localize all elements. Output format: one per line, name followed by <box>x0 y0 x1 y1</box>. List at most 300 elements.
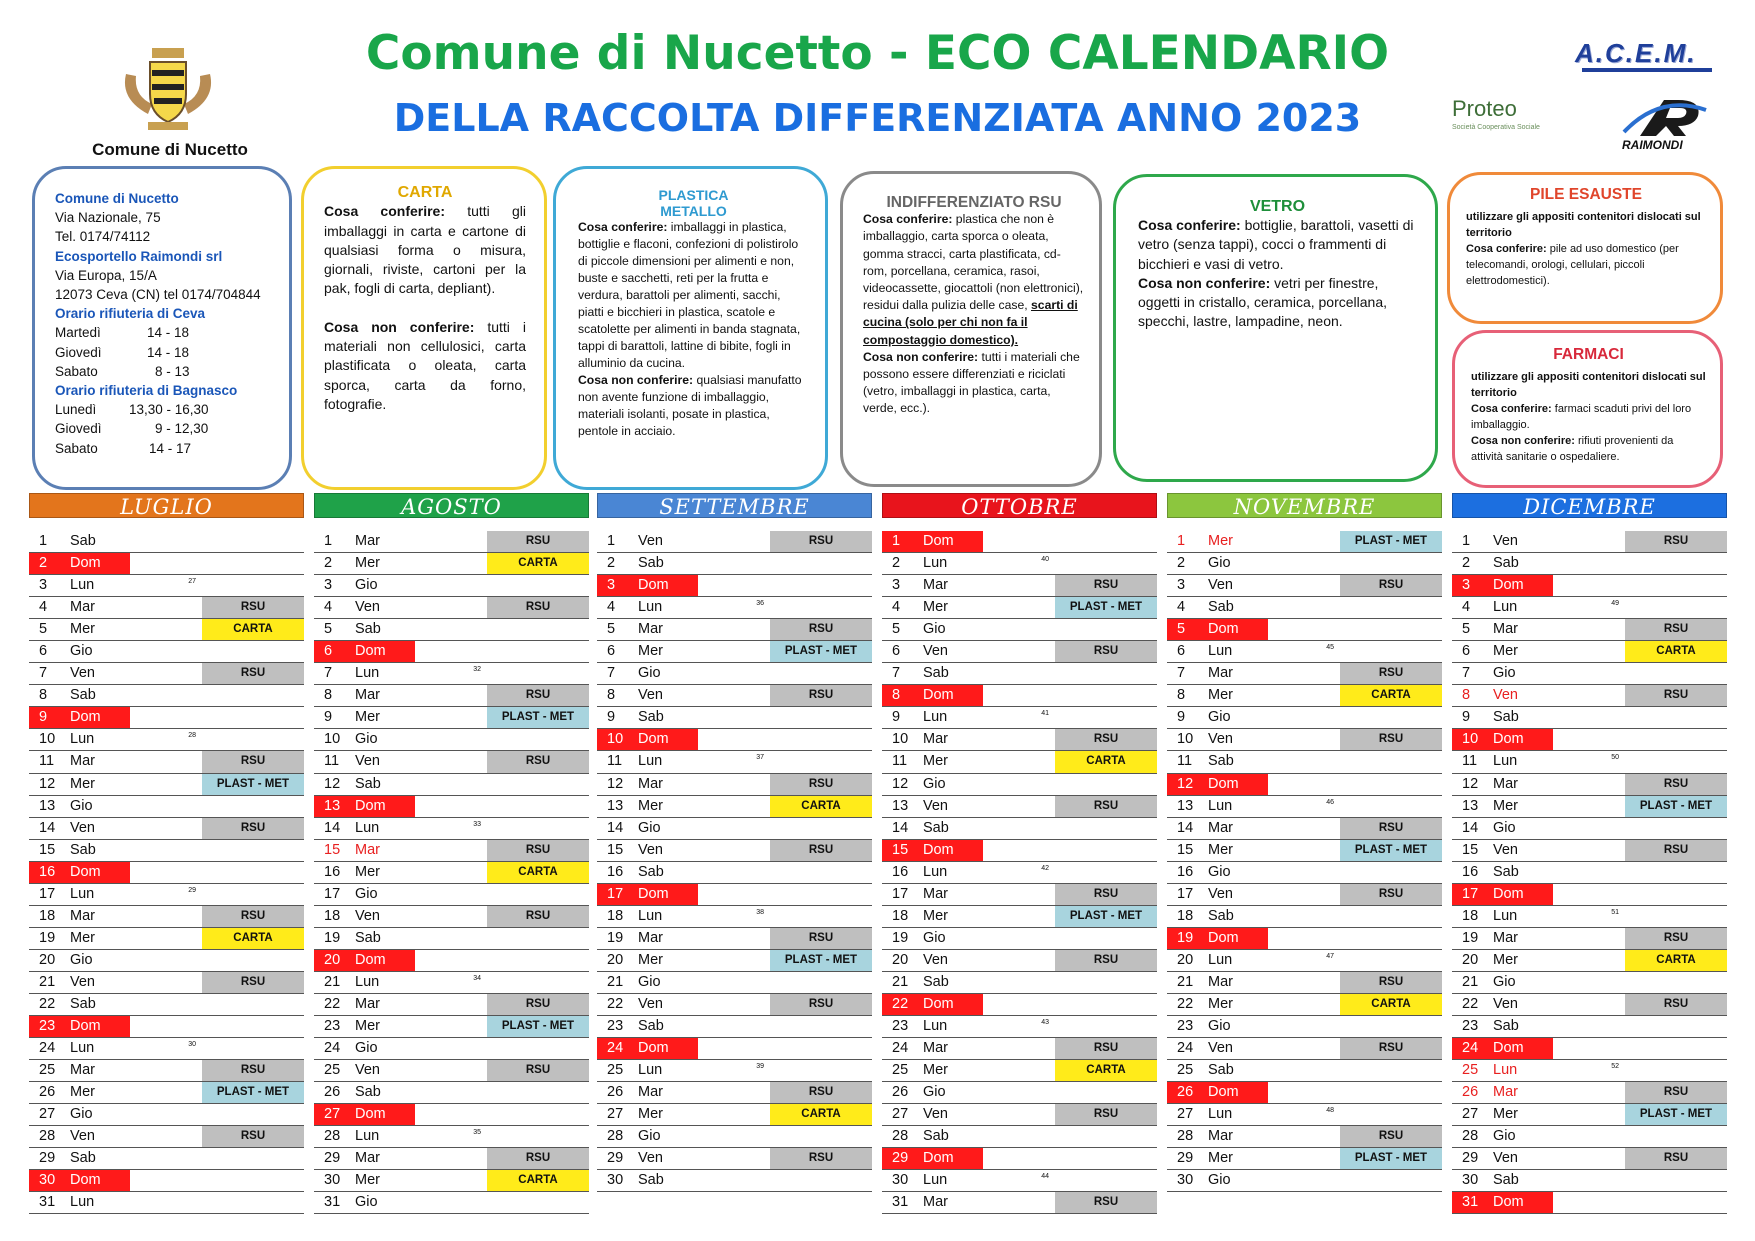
day-weekday: Mer <box>1208 995 1233 1012</box>
collection-tag <box>1055 1148 1157 1169</box>
day-row <box>1167 862 1442 884</box>
week-number <box>130 1170 202 1191</box>
collection-tag <box>487 1082 589 1103</box>
day-row <box>29 840 304 862</box>
collection-tag <box>487 972 589 993</box>
week-number <box>698 1170 770 1191</box>
day-row <box>314 597 589 619</box>
week-number <box>415 553 487 574</box>
collection-tag: RSU <box>1055 796 1157 817</box>
page-title: Comune di Nucetto - ECO CALENDARIO <box>365 26 1390 81</box>
day-number: 13 <box>1462 797 1479 814</box>
day-row <box>882 1170 1157 1192</box>
week-number <box>415 840 487 861</box>
day-weekday: Mer <box>638 951 663 968</box>
collection-tag: RSU <box>202 818 304 839</box>
week-number <box>130 553 202 574</box>
day-row <box>29 575 304 597</box>
collection-tag: RSU <box>770 840 872 861</box>
day-row <box>882 1104 1157 1126</box>
day-weekday: Dom <box>1208 928 1268 949</box>
crest-label: Comune di Nucetto <box>92 140 248 159</box>
week-number <box>1553 1104 1625 1125</box>
day-number: 5 <box>1462 621 1471 638</box>
day-weekday: Sab <box>1208 907 1234 924</box>
day-weekday: Sab <box>923 973 949 990</box>
week-number <box>983 994 1055 1015</box>
day-weekday: Dom <box>1493 884 1553 905</box>
day-number: 20 <box>607 951 624 968</box>
day-weekday: Dom <box>638 729 698 750</box>
week-number <box>130 707 202 728</box>
day-row <box>1452 553 1727 575</box>
carta-info-box <box>301 166 547 490</box>
collection-tag <box>1340 906 1442 927</box>
week-number: 37 <box>756 754 764 762</box>
day-number: 23 <box>29 1016 70 1037</box>
day-number: 12 <box>607 775 624 792</box>
collection-tag: CARTA <box>770 1104 872 1125</box>
contact-info-box <box>32 166 292 490</box>
day-row <box>1167 774 1442 796</box>
collection-tag: CARTA <box>202 619 304 640</box>
week-number <box>983 972 1055 993</box>
collection-tag: CARTA <box>1055 1060 1157 1081</box>
collection-tag: RSU <box>202 751 304 772</box>
day-number: 11 <box>1462 753 1478 770</box>
day-row <box>1452 685 1727 707</box>
day-row <box>314 884 589 906</box>
page-subtitle: DELLA RACCOLTA DIFFERENZIATA ANNO 2023 <box>393 96 1362 140</box>
day-number: 27 <box>1177 1106 1194 1123</box>
day-weekday: Mer <box>1493 1106 1518 1123</box>
collection-tag: RSU <box>1625 685 1727 706</box>
collection-tag: PLAST - MET <box>1055 906 1157 927</box>
day-number: 9 <box>892 709 901 726</box>
day-row <box>314 575 589 597</box>
week-number <box>698 575 770 596</box>
collection-tag <box>1340 950 1442 971</box>
week-number <box>983 1038 1055 1059</box>
week-number <box>130 685 202 706</box>
day-weekday: Sab <box>638 1018 664 1035</box>
day-row <box>314 619 589 641</box>
day-weekday: Ven <box>1493 533 1518 549</box>
day-number: 23 <box>892 1018 909 1035</box>
day-number: 3 <box>1177 577 1186 594</box>
carta-yes: Cosa conferire: tutti gli imballaggi in carta e cartone di qualsiasi forma o misura, giornali, riviste, cartoni per la pak, fogli di carta, depliant). <box>324 203 526 297</box>
day-weekday: Lun <box>1493 1062 1518 1079</box>
day-row <box>29 1082 304 1104</box>
day-weekday: Dom <box>923 531 983 552</box>
day-row <box>597 1170 872 1192</box>
day-row <box>29 1016 304 1038</box>
day-weekday: Gio <box>1208 1172 1231 1189</box>
day-row <box>1452 928 1727 950</box>
collection-tag <box>1055 553 1157 574</box>
week-number <box>415 1016 487 1037</box>
day-number: 12 <box>1462 775 1479 792</box>
day-number: 22 <box>1462 995 1479 1012</box>
day-weekday: Mer <box>923 907 948 924</box>
collection-tag: RSU <box>202 906 304 927</box>
day-weekday: Sab <box>70 841 96 858</box>
day-weekday: Sab <box>638 709 664 726</box>
day-number: 26 <box>324 1084 341 1101</box>
week-number <box>415 751 487 772</box>
bagnasco-hours-title: Orario rifiuteria di Bagnasco <box>55 383 238 399</box>
day-number: 3 <box>597 575 638 596</box>
day-row <box>597 1082 872 1104</box>
collection-tag <box>1340 1060 1442 1081</box>
week-number <box>1553 818 1625 839</box>
collection-tag: RSU <box>770 1148 872 1169</box>
day-weekday: Mar <box>638 929 663 946</box>
collection-tag <box>1340 751 1442 772</box>
collection-tag: PLAST - MET <box>1340 840 1442 861</box>
collection-tag <box>1055 840 1157 861</box>
week-number <box>1553 1192 1625 1213</box>
day-weekday: Dom <box>923 685 983 706</box>
day-row <box>1167 751 1442 773</box>
day-row <box>597 553 872 575</box>
day-weekday: Mar <box>923 885 948 902</box>
day-row <box>314 641 589 663</box>
day-number: 14 <box>892 819 909 836</box>
day-row <box>882 707 1157 729</box>
day-row <box>29 796 304 818</box>
day-row <box>1452 597 1727 619</box>
day-weekday: Mer <box>923 1062 948 1079</box>
day-number: 26 <box>892 1084 909 1101</box>
week-number <box>698 729 770 750</box>
day-number: 28 <box>324 1128 341 1145</box>
week-number <box>1268 553 1340 574</box>
day-weekday: Gio <box>355 731 378 748</box>
day-number: 19 <box>39 929 56 946</box>
day-weekday: Sab <box>1208 753 1234 770</box>
day-weekday: Mer <box>1493 797 1518 814</box>
day-row <box>597 950 872 972</box>
day-number: 16 <box>1177 863 1194 880</box>
collection-tag <box>770 597 872 618</box>
day-row <box>1452 796 1727 818</box>
week-number <box>1268 707 1340 728</box>
day-number: 30 <box>29 1170 70 1191</box>
day-weekday: Gio <box>923 775 946 792</box>
collection-tag: RSU <box>1055 1192 1157 1213</box>
day-number: 2 <box>892 555 901 572</box>
collection-tag <box>770 707 872 728</box>
day-row <box>882 840 1157 862</box>
day-weekday: Sab <box>638 863 664 880</box>
day-row <box>597 818 872 840</box>
plastica-yes: Cosa conferire: imballaggi in plastica, bottiglie e flaconi, confezioni di polistirolo di piccole dimensioni per alimenti e non, buste e sacchetti, reti per la frutta e verdura, barattoli per alimenti, sacchi, piatti e bicchieri in plastica, scatole e scatolette per alimenti in banda stagnata, tappi di barattoli, lattine di bibite, fogli in alluminio da cucina. <box>578 220 801 370</box>
collection-tag <box>202 994 304 1015</box>
month-column <box>597 493 872 1192</box>
day-number: 23 <box>324 1018 341 1035</box>
hours-day: Lunedì <box>55 402 97 418</box>
day-weekday: Ven <box>923 951 948 968</box>
collection-tag: RSU <box>1055 950 1157 971</box>
day-row <box>29 1192 304 1214</box>
day-number: 8 <box>882 685 923 706</box>
day-number: 10 <box>39 731 56 748</box>
day-number: 7 <box>1462 665 1471 682</box>
week-number <box>1553 729 1625 750</box>
week-number <box>1268 906 1340 927</box>
day-number: 3 <box>1452 575 1493 596</box>
collection-tag: RSU <box>202 1060 304 1081</box>
day-number: 28 <box>892 1128 909 1145</box>
day-row <box>597 641 872 663</box>
day-number: 24 <box>1177 1040 1194 1057</box>
farmaci-title: FARMACI <box>1553 346 1624 363</box>
month-header: SETTEMBRE <box>597 493 872 521</box>
day-row <box>1452 575 1727 597</box>
day-number: 25 <box>607 1062 624 1079</box>
hours-time: 14 - 18 <box>147 344 190 360</box>
day-number: 20 <box>39 951 56 968</box>
day-row <box>1167 1104 1442 1126</box>
day-number: 13 <box>39 797 56 814</box>
day-row <box>1167 619 1442 641</box>
day-row <box>882 597 1157 619</box>
week-number <box>130 796 202 817</box>
week-number <box>983 619 1055 640</box>
day-weekday: Dom <box>1493 575 1553 596</box>
day-weekday: Gio <box>923 1084 946 1101</box>
day-row <box>597 1060 872 1082</box>
collection-tag <box>1625 751 1727 772</box>
comune-crest-logo <box>118 44 218 134</box>
collection-tag <box>1625 972 1727 993</box>
day-number: 1 <box>1462 533 1471 549</box>
week-number <box>1268 1082 1340 1103</box>
day-weekday: Dom <box>355 1104 415 1125</box>
day-number: 19 <box>607 929 624 946</box>
collection-tag <box>1340 597 1442 618</box>
collection-tag <box>202 1038 304 1059</box>
day-number: 1 <box>607 533 616 549</box>
day-number: 16 <box>324 863 341 880</box>
day-weekday: Sab <box>70 995 96 1012</box>
collection-tag <box>1340 619 1442 640</box>
day-row <box>597 729 872 751</box>
day-weekday: Gio <box>70 951 93 968</box>
day-number: 10 <box>324 731 341 748</box>
collection-tag <box>1340 1016 1442 1037</box>
collection-tag <box>1340 1104 1442 1125</box>
day-row <box>597 751 872 773</box>
day-row <box>1167 818 1442 840</box>
week-number <box>698 1148 770 1169</box>
day-row <box>882 884 1157 906</box>
day-row <box>1452 531 1727 553</box>
day-row <box>1452 818 1727 840</box>
day-weekday: Dom <box>638 575 698 596</box>
week-number <box>1553 553 1625 574</box>
day-number: 17 <box>1452 884 1493 905</box>
day-number: 21 <box>892 973 909 990</box>
week-number: 41 <box>1041 710 1049 718</box>
week-number <box>130 751 202 772</box>
collection-tag <box>1625 729 1727 750</box>
day-number: 15 <box>1177 841 1194 858</box>
day-weekday: Ven <box>1208 1040 1233 1057</box>
day-number: 29 <box>39 1150 56 1167</box>
day-row <box>1167 685 1442 707</box>
day-number: 25 <box>1462 1062 1479 1079</box>
collection-tag <box>1625 575 1727 596</box>
week-number <box>415 862 487 883</box>
day-weekday: Ven <box>1493 841 1518 858</box>
day-row <box>882 774 1157 796</box>
week-number: 29 <box>188 886 196 894</box>
day-number: 24 <box>597 1038 638 1059</box>
raimondi-logo-text: RAIMONDI <box>1622 138 1683 152</box>
rsu-info-box <box>840 171 1102 487</box>
week-number <box>698 884 770 905</box>
week-number <box>130 862 202 883</box>
day-number: 1 <box>882 531 923 552</box>
collection-tag: PLAST - MET <box>202 1082 304 1103</box>
day-weekday: Lun <box>70 1194 95 1211</box>
plastica-info-box <box>553 166 828 490</box>
collection-tag <box>202 1148 304 1169</box>
day-number: 21 <box>1177 973 1194 990</box>
day-weekday: Lun <box>70 1040 95 1057</box>
collection-tag <box>1340 796 1442 817</box>
day-row <box>1167 928 1442 950</box>
week-number <box>1268 531 1340 552</box>
farmaci-intro: utilizzare gli appositi contenitori dislocati sul territorio <box>1471 371 1706 399</box>
day-number: 12 <box>39 775 56 792</box>
week-number <box>1553 774 1625 795</box>
day-weekday: Dom <box>70 1016 130 1037</box>
day-row <box>314 774 589 796</box>
day-number: 5 <box>607 621 616 638</box>
collection-tag <box>770 818 872 839</box>
week-number <box>130 950 202 971</box>
week-number <box>983 774 1055 795</box>
collection-tag: PLAST - MET <box>202 774 304 795</box>
day-number: 12 <box>324 775 341 792</box>
plastica-title: PLASTICA <box>658 187 729 203</box>
collection-tag <box>1625 663 1727 684</box>
week-number <box>698 840 770 861</box>
week-number <box>1553 1148 1625 1169</box>
day-row <box>314 1038 589 1060</box>
week-number <box>698 641 770 662</box>
day-number: 8 <box>1462 687 1471 704</box>
collection-tag <box>1055 1016 1157 1037</box>
day-row <box>29 884 304 906</box>
collection-tag <box>1625 862 1727 883</box>
collection-tag: RSU <box>770 774 872 795</box>
day-row <box>1167 1148 1442 1170</box>
day-number: 14 <box>607 819 624 836</box>
day-weekday: Gio <box>1493 1128 1516 1145</box>
day-number: 7 <box>892 665 901 682</box>
collection-tag <box>1340 553 1442 574</box>
day-row <box>29 1126 304 1148</box>
day-number: 27 <box>314 1104 355 1125</box>
day-number: 5 <box>39 621 48 638</box>
day-number: 15 <box>607 841 624 858</box>
week-number <box>130 597 202 618</box>
day-number: 18 <box>892 907 909 924</box>
day-row <box>597 1148 872 1170</box>
day-number: 18 <box>324 907 341 924</box>
day-row <box>597 1126 872 1148</box>
day-weekday: Mer <box>1208 1150 1233 1167</box>
day-number: 12 <box>1167 774 1208 795</box>
collection-tag <box>770 575 872 596</box>
day-weekday: Mar <box>1208 973 1233 990</box>
collection-tag: RSU <box>1625 619 1727 640</box>
day-weekday: Ven <box>1208 731 1233 748</box>
day-number: 11 <box>1177 753 1193 770</box>
day-weekday: Gio <box>355 577 378 594</box>
day-number: 27 <box>1462 1106 1479 1123</box>
collection-tag: RSU <box>1340 663 1442 684</box>
day-row <box>882 663 1157 685</box>
day-row <box>882 906 1157 928</box>
day-weekday: Mar <box>923 731 948 748</box>
day-number: 27 <box>607 1106 624 1123</box>
week-number <box>1268 597 1340 618</box>
hours-time: 9 - 12,30 <box>155 421 209 437</box>
week-number <box>1268 1148 1340 1169</box>
day-number: 28 <box>1177 1128 1194 1145</box>
day-row <box>882 1060 1157 1082</box>
week-number: 28 <box>188 732 196 740</box>
collection-tag: RSU <box>1055 729 1157 750</box>
collection-tag: RSU <box>1055 1104 1157 1125</box>
collection-tag: RSU <box>202 972 304 993</box>
week-number <box>983 818 1055 839</box>
week-number <box>1268 840 1340 861</box>
day-weekday: Gio <box>638 1128 661 1145</box>
proteo-logo: Proteo <box>1452 96 1517 121</box>
day-number: 25 <box>324 1062 341 1079</box>
collection-tag: RSU <box>487 685 589 706</box>
acem-logo: A.C.E.M. <box>1575 38 1697 68</box>
day-number: 22 <box>882 994 923 1015</box>
carta-no: Cosa non conferire: tutti i materiali non cellulosici, carta plastificata o oleata, carta sporca, carta da forno, fotografie. <box>324 318 526 412</box>
day-row <box>1452 1148 1727 1170</box>
day-number: 28 <box>39 1128 56 1145</box>
week-number <box>1268 663 1340 684</box>
week-number <box>415 1082 487 1103</box>
collection-tag <box>1340 1082 1442 1103</box>
day-row <box>1452 1170 1727 1192</box>
day-weekday: Lun <box>1208 797 1233 814</box>
week-number <box>1553 950 1625 971</box>
day-list <box>1452 531 1727 1214</box>
week-number <box>1553 1016 1625 1037</box>
day-weekday: Ven <box>923 1106 948 1123</box>
day-number: 21 <box>324 973 341 990</box>
day-weekday: Mar <box>923 1040 948 1057</box>
collection-tag <box>202 1192 304 1213</box>
day-row <box>882 575 1157 597</box>
week-number <box>1553 531 1625 552</box>
week-number <box>1553 685 1625 706</box>
day-number: 4 <box>1462 599 1471 616</box>
collection-tag <box>1055 972 1157 993</box>
